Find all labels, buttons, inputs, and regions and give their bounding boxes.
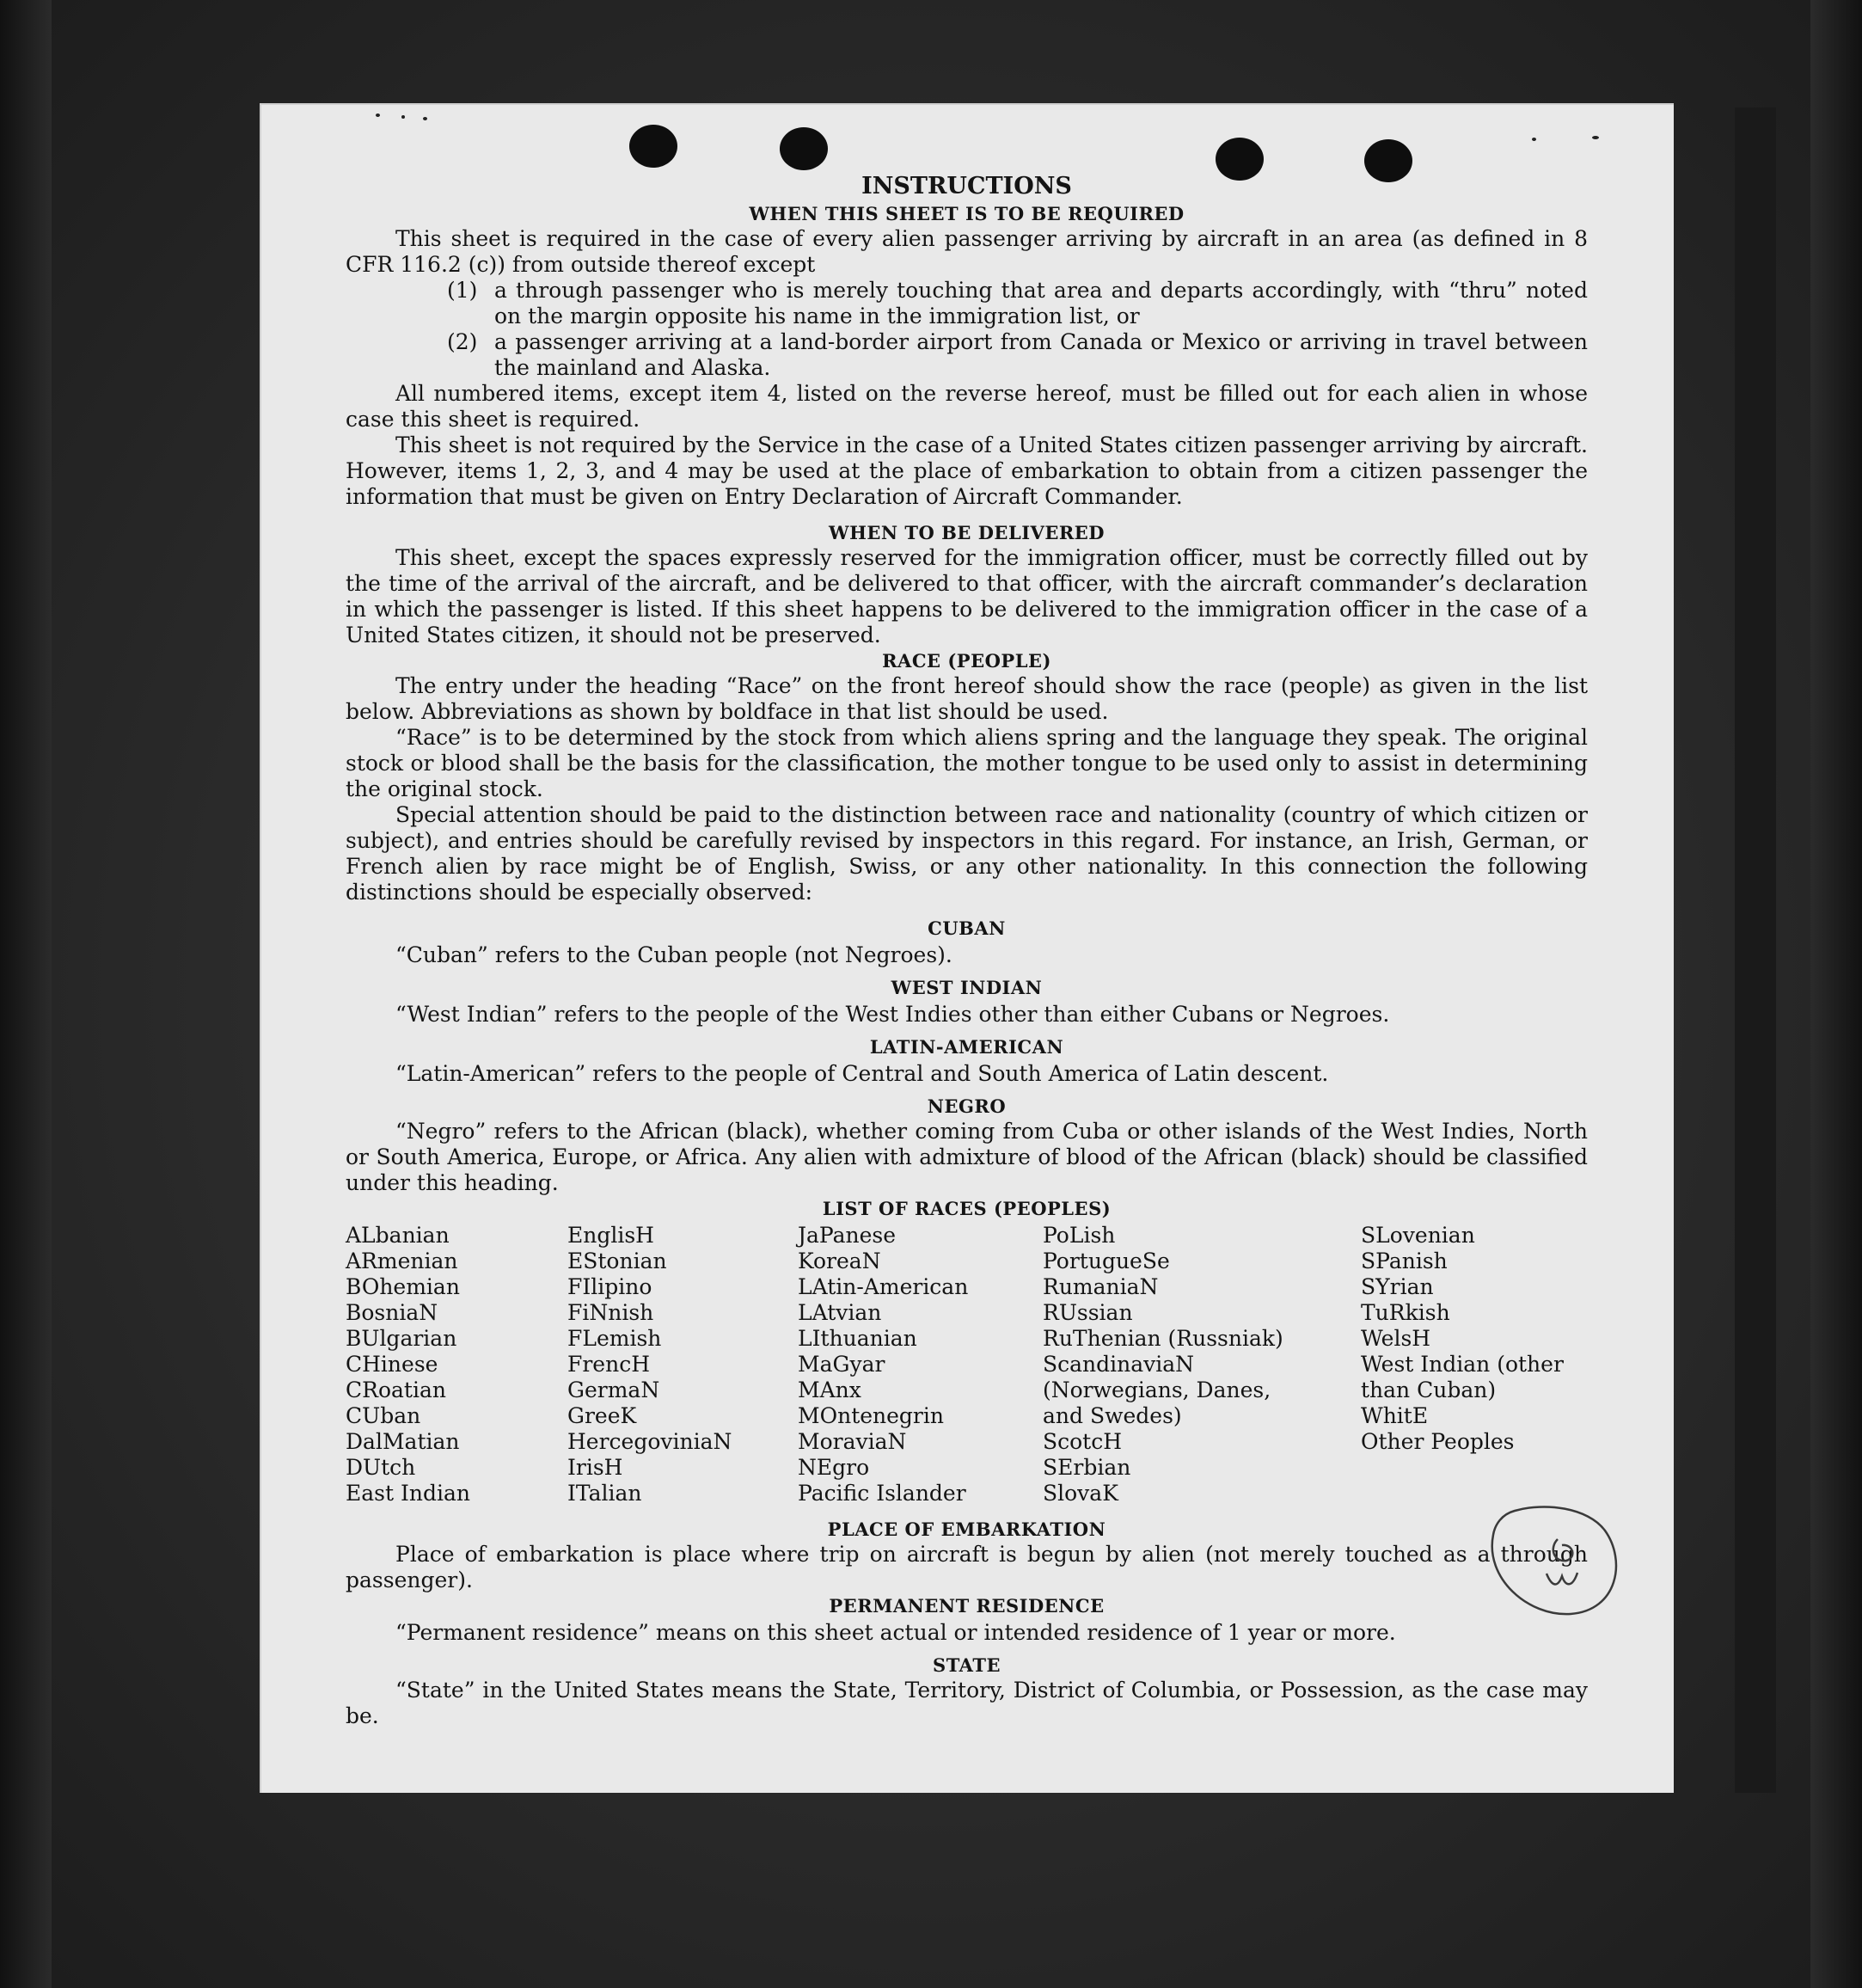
instructions-body (346, 172, 1588, 1729)
page-title: INSTRUCTIONS (861, 173, 1072, 199)
race-list (346, 1223, 1588, 1506)
scan-edge-right (1810, 0, 1862, 1988)
race-entry: LAtin-American (798, 1274, 969, 1299)
punch-hole (629, 125, 677, 168)
section-heading-list-of-races: LIST OF RACES (PEOPLES) (822, 1198, 1112, 1219)
race-entry: SPanish (1361, 1249, 1448, 1273)
race-entry: MAnx (798, 1377, 861, 1402)
race-entry: FiNnish (567, 1300, 654, 1325)
race-entry: ScandinaviaN (Norwegians, Danes, and Swedes) (1043, 1352, 1271, 1428)
race-entry: GreeK (567, 1403, 637, 1428)
dust-speck (376, 114, 380, 117)
race-column (346, 1223, 567, 1506)
section-heading-residence: PERMANENT RESIDENCE (829, 1595, 1105, 1617)
section-heading-race: RACE (PEOPLE) (882, 650, 1051, 672)
race-entry: SlovaK (1043, 1481, 1118, 1506)
section-heading-negro: NEGRO (927, 1095, 1007, 1117)
handwritten-circle-mark (1476, 1500, 1626, 1621)
dust-speck (1532, 138, 1536, 141)
race-entry: ARmenian (346, 1249, 458, 1273)
race-entry: JaPanese (798, 1223, 897, 1248)
dust-speck (1592, 136, 1599, 139)
race-entry: WhitE (1361, 1403, 1429, 1428)
paragraph: “State” in the United States means the State, Territory, District of Columbia, or Possession, as the case may be. (346, 1678, 1588, 1728)
race-entry: NEgro (798, 1455, 870, 1480)
definition-text: “Cuban” refers to the Cuban people (not Negroes). (395, 942, 952, 967)
race-entry: LAtvian (798, 1300, 882, 1325)
race-entry: GermaN (567, 1377, 660, 1402)
scan-edge-left (0, 0, 52, 1988)
race-entry: BUlgarian (346, 1326, 457, 1351)
race-entry: DUtch (346, 1455, 416, 1480)
dust-speck (401, 115, 405, 119)
race-entry: MoraviaN (798, 1429, 907, 1454)
paper-shadow (1735, 107, 1776, 1793)
race-entry: ITalian (567, 1481, 642, 1506)
race-entry: MOntenegrin (798, 1403, 944, 1428)
list-item (447, 278, 1588, 329)
race-entry: Pacific Islander (798, 1481, 966, 1506)
race-entry: RumaniaN (1043, 1274, 1159, 1299)
race-column (798, 1223, 1043, 1506)
race-entry: EnglisH (567, 1223, 654, 1248)
race-entry: HercegoviniaN (567, 1429, 732, 1454)
race-entry: DalMatian (346, 1429, 460, 1454)
race-column (1361, 1223, 1588, 1506)
section-heading-state: STATE (933, 1654, 1001, 1676)
paragraph: This sheet is not required by the Service in the case of a United States citizen passenger arriving by aircraft. However, items 1, 2, 3, and 4 may be used at the place of embarkation to obtain from a citizen passenger the information that must be given on Entry Declaration of Aircraft Commander. (346, 433, 1588, 509)
item-text: a passenger arriving at a land-border airport from Canada or Mexico or arriving in travel between the mainland and Alaska. (494, 329, 1588, 380)
paragraph: This sheet, except the spaces expressly reserved for the immigration officer, must be correctly filled out by the time of the arrival of the aircraft, and be delivered to that officer, with the aircraft commander’s declaration in which the passenger is listed. If this sheet happens to be delivered to the immigration officer in the case of a United States citizen, it should not be preserved. (346, 545, 1588, 647)
race-entry: East Indian (346, 1481, 470, 1506)
section-heading-when-delivered: WHEN TO BE DELIVERED (828, 522, 1105, 543)
race-entry: FLemish (567, 1326, 662, 1351)
item-number: (2) (447, 329, 478, 354)
punch-hole (780, 127, 828, 170)
race-entry: EStonian (567, 1249, 667, 1273)
list-item (447, 329, 1588, 381)
definition-text: “Latin-American” refers to the people of Central and South America of Latin descent. (395, 1061, 1329, 1086)
race-entry: TuRkish (1361, 1300, 1450, 1325)
race-entry: BosniaN (346, 1300, 438, 1325)
race-entry: FIlipino (567, 1274, 652, 1299)
race-entry: RuThenian (Russniak) (1043, 1326, 1283, 1351)
paragraph: “Race” is to be determined by the stock from which aliens spring and the language they speak. The original stock or blood shall be the basis for the classification, the mother tongue to be used only to assist in determining the original stock. (346, 725, 1588, 801)
race-entry: MaGyar (798, 1352, 885, 1377)
race-entry: West Indian (other than Cuban) (1361, 1352, 1564, 1402)
race-entry: ALbanian (346, 1223, 450, 1248)
race-entry: Other Peoples (1361, 1429, 1515, 1454)
section-heading-west-indian: WEST INDIAN (891, 977, 1043, 998)
race-entry: SLovenian (1361, 1223, 1475, 1248)
document-sheet (260, 103, 1674, 1793)
paragraph: “Negro” refers to the African (black), whether coming from Cuba or other islands of the West Indies, North or South America, Europe, or Africa. Any alien with admixture of blood of the African (black) should be classified under this heading. (346, 1119, 1588, 1195)
definition-text: “West Indian” refers to the people of the West Indies other than either Cubans or Negroes. (395, 1002, 1390, 1027)
paragraph: All numbered items, except item 4, listed on the reverse hereof, must be filled out for each alien in whose case this sheet is required. (346, 381, 1588, 432)
race-entry: PoLish (1043, 1223, 1116, 1248)
race-entry: CRoatian (346, 1377, 446, 1402)
item-text: a through passenger who is merely touching that area and departs accordingly, with “thru” noted on the margin opposite his name in the immigration list, or (494, 278, 1588, 328)
paragraph: The entry under the heading “Race” on the front hereof should show the race (people) as given in the list below. Abbreviations as shown by boldface in that list should be used. (346, 673, 1588, 724)
race-column (1043, 1223, 1361, 1506)
definition-text: “Permanent residence” means on this sheet actual or intended residence of 1 year or more. (395, 1620, 1396, 1645)
paragraph: This sheet is required in the case of every alien passenger arriving by aircraft in an area (as defined in 8 CFR 116.2 (c)) from outside thereof except (346, 226, 1588, 277)
dust-speck (423, 117, 427, 120)
race-entry: ScotcH (1043, 1429, 1123, 1454)
race-entry: BOhemian (346, 1274, 460, 1299)
section-heading-when-required: WHEN THIS SHEET IS TO BE REQUIRED (749, 203, 1185, 224)
section-heading-latin-american: LATIN-AMERICAN (869, 1036, 1064, 1058)
race-entry: FrencH (567, 1352, 650, 1377)
race-entry: CUban (346, 1403, 421, 1428)
paragraph: Special attention should be paid to the distinction between race and nationality (country of which citizen or subject), and entries should be carefully revised by inspectors in this regard. For instance, an Irish, German, or French alien by race might be of English, Swiss, or any other nationality. In this connection the following distinctions should be especially observed: (346, 802, 1588, 905)
item-number: (1) (447, 278, 478, 303)
race-entry: SYrian (1361, 1274, 1434, 1299)
race-entry: WelsH (1361, 1326, 1431, 1351)
race-entry: CHinese (346, 1352, 438, 1377)
race-entry: SErbian (1043, 1455, 1131, 1480)
race-entry: RUssian (1043, 1300, 1133, 1325)
race-column (567, 1223, 798, 1506)
race-entry: KoreaN (798, 1249, 881, 1273)
section-heading-embarkation: PLACE OF EMBARKATION (827, 1519, 1106, 1540)
paragraph: Place of embarkation is place where trip on aircraft is begun by alien (not merely touched as a through passenger). (346, 1542, 1588, 1592)
race-entry: LIthuanian (798, 1326, 917, 1351)
section-heading-cuban: CUBAN (928, 917, 1006, 939)
race-entry: IrisH (567, 1455, 623, 1480)
race-entry: PortugueSe (1043, 1249, 1170, 1273)
